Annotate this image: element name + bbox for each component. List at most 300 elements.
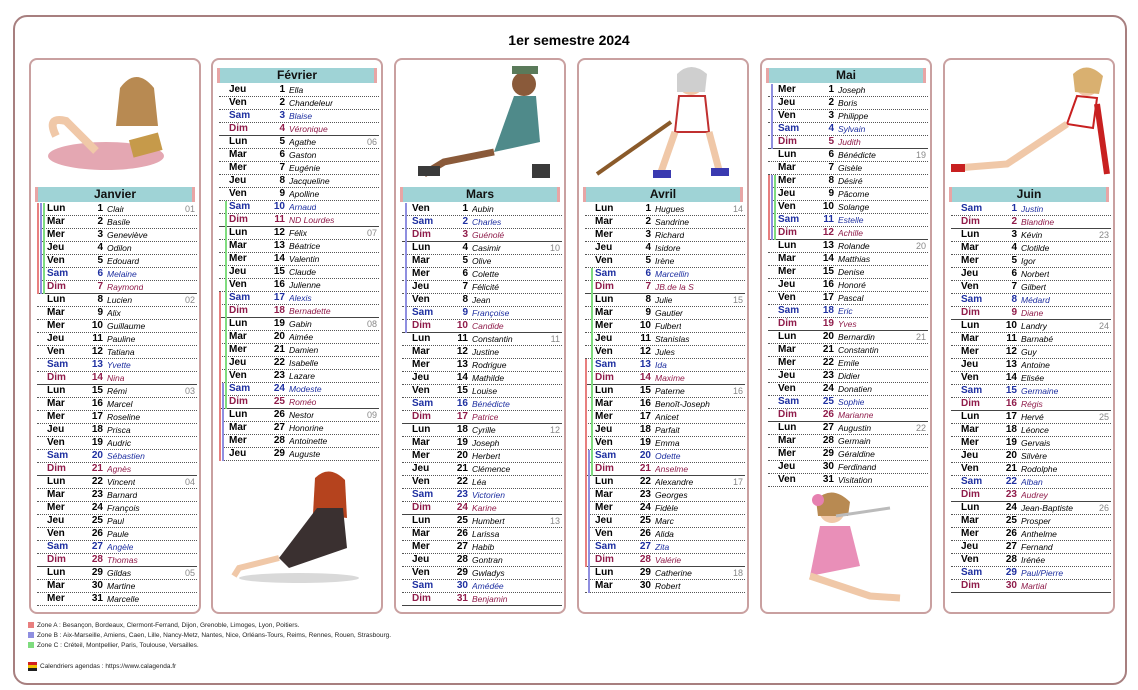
day-row <box>402 398 562 411</box>
zone-b-bar <box>222 435 224 448</box>
pinup-red-dress-illustration <box>947 64 1113 184</box>
day-number: 3 <box>97 229 103 240</box>
saint-name: Guénolé <box>472 230 505 240</box>
zone-b-bar <box>588 541 590 554</box>
day-name: Lun <box>595 203 614 214</box>
day-number: 8 <box>1011 294 1017 305</box>
saint-name: Désiré <box>838 176 863 186</box>
day-name: Dim <box>412 411 431 422</box>
day-row <box>768 149 928 162</box>
saint-name: Norbert <box>1021 269 1050 279</box>
day-name: Ven <box>778 383 796 394</box>
saint-name: Martine <box>107 581 136 591</box>
day-number: 10 <box>273 201 285 212</box>
zone-b-bar <box>771 214 773 227</box>
zone-b-bar <box>771 227 773 240</box>
saint-name: Maxime <box>655 373 685 383</box>
zone-c-bar <box>774 175 776 188</box>
day-number: 22 <box>1005 476 1017 487</box>
saint-name: Gervais <box>1021 438 1051 448</box>
day-row <box>768 383 928 396</box>
day-name: Sam <box>229 201 251 212</box>
page-title: 1er semestre 2024 <box>508 32 630 48</box>
day-number: 12 <box>273 227 285 238</box>
saint-name: Anselme <box>655 464 689 474</box>
zone-a-bar <box>585 411 587 424</box>
zone-a-bar <box>585 359 587 372</box>
saint-name: Antoine <box>1021 360 1050 370</box>
saint-name: Vincent <box>107 477 136 487</box>
day-number: 1 <box>462 203 468 214</box>
day-row <box>219 305 379 318</box>
day-name: Dim <box>778 227 797 238</box>
day-name: Mar <box>229 149 247 160</box>
day-row <box>37 203 197 216</box>
day-row <box>768 97 928 110</box>
day-name: Lun <box>778 149 797 160</box>
zone-b-bar <box>588 580 590 593</box>
day-name: Mar <box>595 580 613 591</box>
footer-link[interactable] <box>28 662 176 671</box>
saint-name: Pâcome <box>838 189 870 199</box>
day-row <box>37 476 197 489</box>
saint-name: Joseph <box>472 438 500 448</box>
week-number: 13 <box>549 516 560 526</box>
day-row <box>219 201 379 214</box>
day-number: 30 <box>456 580 468 591</box>
zone-b-swatch <box>28 632 34 638</box>
day-number: 30 <box>1005 580 1017 591</box>
day-row <box>219 331 379 344</box>
zone-c-bar <box>43 268 45 281</box>
saint-name: Véronique <box>289 124 328 134</box>
day-row <box>768 305 928 318</box>
saint-name: Aimée <box>289 332 314 342</box>
day-name: Jeu <box>229 448 247 459</box>
zone-b-bar <box>771 123 773 136</box>
day-row <box>37 528 197 541</box>
day-name: Mer <box>47 593 65 604</box>
day-row <box>585 411 745 424</box>
day-number: 14 <box>456 372 468 383</box>
week-number: 09 <box>366 410 377 420</box>
saint-name: Julie <box>655 295 673 305</box>
saint-name: Gilbert <box>1021 282 1047 292</box>
saint-name: Thomas <box>107 555 138 565</box>
saint-name: François <box>107 503 140 513</box>
day-number: 31 <box>91 593 103 604</box>
zone-c-bar <box>591 463 593 476</box>
pinup-flute-illustration <box>770 486 925 608</box>
day-row <box>951 372 1111 385</box>
week-number: 16 <box>732 386 743 396</box>
saint-name: Léa <box>472 477 487 487</box>
day-number: 20 <box>822 331 834 342</box>
saint-name: Chandeleur <box>289 98 333 108</box>
saint-name: Catherine <box>655 568 692 578</box>
day-name: Mer <box>778 84 796 95</box>
day-row <box>951 203 1111 216</box>
day-row <box>585 580 745 593</box>
week-number: 01 <box>184 204 195 214</box>
day-name: Sam <box>229 110 251 121</box>
day-number: 19 <box>1005 437 1017 448</box>
day-name: Sam <box>412 580 434 591</box>
saint-name: Joseph <box>838 85 866 95</box>
day-number: 21 <box>456 463 468 474</box>
week-number: 10 <box>549 243 560 253</box>
day-name: Dim <box>595 554 614 565</box>
zone-c-bar <box>591 359 593 372</box>
day-name: Jeu <box>595 515 613 526</box>
day-name: Ven <box>778 110 796 121</box>
zone-a-bar <box>768 175 770 188</box>
zone-a-bar <box>219 357 221 370</box>
zone-c-bar <box>774 214 776 227</box>
saint-name: Isidore <box>655 243 681 253</box>
saint-name: Germaine <box>1021 386 1059 396</box>
day-name: Dim <box>412 229 431 240</box>
day-row <box>768 370 928 383</box>
day-row <box>585 359 745 372</box>
day-number: 14 <box>639 372 651 383</box>
day-row <box>951 333 1111 346</box>
day-number: 3 <box>1011 229 1017 240</box>
day-name: Ven <box>961 281 979 292</box>
saint-name: Bernardin <box>838 332 875 342</box>
day-name: Dim <box>47 281 66 292</box>
saint-name: Donatien <box>838 384 873 394</box>
zone-a-bar <box>37 229 39 242</box>
day-number: 17 <box>1005 411 1017 422</box>
day-number: 28 <box>91 554 103 565</box>
zone-a-bar <box>37 255 39 268</box>
pinup-redhead-illustration <box>219 468 379 586</box>
day-row <box>37 385 197 398</box>
day-number: 4 <box>97 242 103 253</box>
day-name: Ven <box>595 346 613 357</box>
day-row <box>37 580 197 593</box>
day-name: Lun <box>229 409 248 420</box>
saint-name: Prosper <box>1021 516 1051 526</box>
day-number: 7 <box>1011 281 1017 292</box>
saint-name: Bernadette <box>289 306 331 316</box>
day-name: Mar <box>412 346 430 357</box>
saint-name: Nina <box>107 373 125 383</box>
saint-name: Alix <box>107 308 121 318</box>
day-number: 16 <box>639 398 651 409</box>
day-row <box>951 515 1111 528</box>
day-row <box>585 502 745 515</box>
day-number: 27 <box>273 422 285 433</box>
zone-c-bar <box>591 450 593 463</box>
zone-b-bar <box>222 383 224 396</box>
saint-name: Louise <box>472 386 498 396</box>
zone-b-bar <box>222 422 224 435</box>
saint-name: Agnès <box>107 464 132 474</box>
zone-b-bar <box>588 502 590 515</box>
saint-name: Constantin <box>838 345 879 355</box>
zone-a-bar <box>768 227 770 240</box>
saint-name: Alida <box>655 529 674 539</box>
day-number: 22 <box>91 476 103 487</box>
day-number: 5 <box>1011 255 1017 266</box>
saint-name: Roméo <box>289 397 317 407</box>
zone-b-bar <box>405 281 407 294</box>
day-row <box>951 229 1111 242</box>
zone-c-bar <box>591 424 593 437</box>
day-row <box>951 450 1111 463</box>
zone-b-bar <box>588 567 590 580</box>
day-row <box>219 279 379 292</box>
day-name: Mer <box>778 266 796 277</box>
day-row <box>402 216 562 229</box>
day-row <box>585 528 745 541</box>
saint-name: Prisca <box>107 425 131 435</box>
day-name: Ven <box>778 292 796 303</box>
saint-name: Paterne <box>655 386 685 396</box>
day-row <box>402 567 562 580</box>
day-name: Mer <box>47 411 65 422</box>
saint-name: Régis <box>1021 399 1043 409</box>
day-row <box>585 242 745 255</box>
zone-a-bar <box>219 318 221 331</box>
day-number: 6 <box>279 149 285 160</box>
day-number: 10 <box>91 320 103 331</box>
zone-a-bar <box>585 502 587 515</box>
day-number: 3 <box>645 229 651 240</box>
day-number: 9 <box>462 307 468 318</box>
week-number: 18 <box>732 568 743 578</box>
day-row <box>951 359 1111 372</box>
day-number: 22 <box>273 357 285 368</box>
saint-name: Kévin <box>1021 230 1043 240</box>
day-number: 11 <box>640 333 651 344</box>
day-row <box>219 253 379 266</box>
day-name: Ven <box>412 567 430 578</box>
day-row <box>768 344 928 357</box>
zone-c-bar <box>591 398 593 411</box>
day-row <box>37 346 197 359</box>
week-number: 22 <box>915 423 926 433</box>
day-number: 9 <box>1011 307 1017 318</box>
day-row <box>951 580 1111 593</box>
day-row <box>585 554 745 567</box>
zone-c-bar <box>591 411 593 424</box>
day-row <box>951 346 1111 359</box>
day-number: 27 <box>822 422 834 433</box>
saint-name: Paul/Pierre <box>1021 568 1064 578</box>
saint-name: Humbert <box>472 516 505 526</box>
day-name: Dim <box>412 502 431 513</box>
day-name: Sam <box>778 305 800 316</box>
day-number: 5 <box>279 136 285 147</box>
day-name: Mar <box>961 242 979 253</box>
zone-a-bar <box>219 409 221 422</box>
day-row <box>585 294 745 307</box>
day-row <box>951 528 1111 541</box>
day-row <box>585 346 745 359</box>
saint-name: Médard <box>1021 295 1050 305</box>
week-number: 25 <box>1098 412 1109 422</box>
zone-a-swatch <box>28 622 34 628</box>
day-number: 13 <box>639 359 651 370</box>
day-name: Ven <box>412 476 430 487</box>
day-name: Mer <box>961 346 979 357</box>
day-row <box>219 422 379 435</box>
day-row <box>37 398 197 411</box>
day-name: Jeu <box>961 450 979 461</box>
week-number: 17 <box>732 477 743 487</box>
day-name: Mar <box>229 331 247 342</box>
zone-c-swatch <box>28 642 34 648</box>
day-name: Dim <box>595 281 614 292</box>
day-name: Mer <box>778 357 796 368</box>
week-number: 15 <box>732 295 743 305</box>
zone-a-bar <box>219 448 221 461</box>
saint-name: Fernand <box>1021 542 1053 552</box>
day-number: 27 <box>456 541 468 552</box>
saint-name: Fidèle <box>655 503 679 513</box>
week-number: 23 <box>1098 230 1109 240</box>
day-name: Lun <box>778 331 797 342</box>
day-name: Mer <box>961 528 979 539</box>
day-row <box>768 175 928 188</box>
day-number: 11 <box>1006 333 1017 344</box>
day-row <box>951 268 1111 281</box>
day-number: 29 <box>639 567 651 578</box>
zone-a-bar <box>37 281 39 294</box>
day-number: 25 <box>639 515 651 526</box>
saint-name: Solange <box>838 202 870 212</box>
day-row <box>585 255 745 268</box>
day-name: Sam <box>961 203 983 214</box>
day-row <box>585 541 745 554</box>
day-number: 8 <box>97 294 103 305</box>
day-row <box>219 175 379 188</box>
saint-name: Habib <box>472 542 495 552</box>
day-number: 13 <box>91 359 103 370</box>
zone-a-bar <box>37 242 39 255</box>
day-number: 2 <box>645 216 651 227</box>
saint-name: Basile <box>107 217 131 227</box>
day-name: Dim <box>229 123 248 134</box>
day-number: 20 <box>1005 450 1017 461</box>
saint-name: Françoise <box>472 308 510 318</box>
day-row <box>951 398 1111 411</box>
zone-c-bar <box>591 346 593 359</box>
saint-name: Isabelle <box>289 358 319 368</box>
saint-name: Guillaume <box>107 321 146 331</box>
zone-a-bar <box>219 435 221 448</box>
zone-a-bar <box>768 201 770 214</box>
saint-name: Barnabé <box>1021 334 1054 344</box>
day-name: Jeu <box>412 463 430 474</box>
zone-c-bar <box>43 216 45 229</box>
day-row <box>402 255 562 268</box>
zone-a-text: Zone A : Besançon, Bordeaux, Clermont-Ferrand, Dijon, Grenoble, Limoges, Lyon, Poitiers. <box>37 622 300 629</box>
saint-name: Olive <box>472 256 492 266</box>
saint-name: Sébastien <box>107 451 145 461</box>
day-row <box>402 528 562 541</box>
saint-name: Léonce <box>1021 425 1049 435</box>
day-number: 14 <box>1005 372 1017 383</box>
day-row <box>219 396 379 409</box>
day-number: 19 <box>273 318 285 329</box>
day-name: Dim <box>229 396 248 407</box>
day-name: Jeu <box>47 424 65 435</box>
saint-name: Amédée <box>472 581 504 591</box>
day-row <box>585 281 745 294</box>
zone-a-bar <box>37 203 39 216</box>
zone-a-bar <box>585 476 587 489</box>
saint-name: Audrey <box>1021 490 1048 500</box>
day-name: Ven <box>47 437 65 448</box>
day-name: Jeu <box>229 357 247 368</box>
day-row <box>219 136 379 149</box>
day-number: 7 <box>97 281 103 292</box>
day-number: 17 <box>91 411 103 422</box>
day-row <box>585 333 745 346</box>
day-number: 1 <box>828 84 834 95</box>
day-name: Lun <box>47 476 66 487</box>
day-name: Ven <box>595 437 613 448</box>
day-number: 4 <box>1011 242 1017 253</box>
saint-name: Herbert <box>472 451 501 461</box>
zone-b-bar <box>771 175 773 188</box>
day-row <box>768 461 928 474</box>
saint-name: Clémence <box>472 464 511 474</box>
day-number: 2 <box>97 216 103 227</box>
day-row <box>585 320 745 333</box>
saint-name: Visitation <box>838 475 873 485</box>
day-number: 21 <box>822 344 834 355</box>
day-row <box>402 515 562 528</box>
zone-b-bar <box>40 255 42 268</box>
zone-a-bar <box>585 385 587 398</box>
day-row <box>37 333 197 346</box>
saint-name: Silvère <box>1021 451 1047 461</box>
saint-name: Géraldine <box>838 449 875 459</box>
day-number: 15 <box>1005 385 1017 396</box>
week-number: 11 <box>550 334 560 344</box>
day-number: 1 <box>645 203 651 214</box>
saint-name: Claude <box>289 267 316 277</box>
saint-name: Paul <box>107 516 125 526</box>
zone-c-bar <box>43 281 45 294</box>
day-name: Ven <box>47 255 65 266</box>
zone-b-bar <box>40 268 42 281</box>
day-number: 16 <box>456 398 468 409</box>
day-number: 24 <box>91 502 103 513</box>
day-number: 19 <box>91 437 103 448</box>
saint-name: Geneviève <box>107 230 148 240</box>
day-row <box>951 437 1111 450</box>
day-number: 2 <box>828 97 834 108</box>
day-number: 28 <box>273 435 285 446</box>
day-name: Sam <box>412 398 434 409</box>
day-number: 8 <box>462 294 468 305</box>
day-row <box>37 216 197 229</box>
day-row <box>219 162 379 175</box>
month-header-fevrier: Février <box>217 68 377 83</box>
zone-b-bar <box>588 476 590 489</box>
day-number: 27 <box>1005 541 1017 552</box>
day-number: 6 <box>1011 268 1017 279</box>
day-name: Dim <box>595 372 614 383</box>
day-number: 3 <box>828 110 834 121</box>
day-number: 6 <box>462 268 468 279</box>
